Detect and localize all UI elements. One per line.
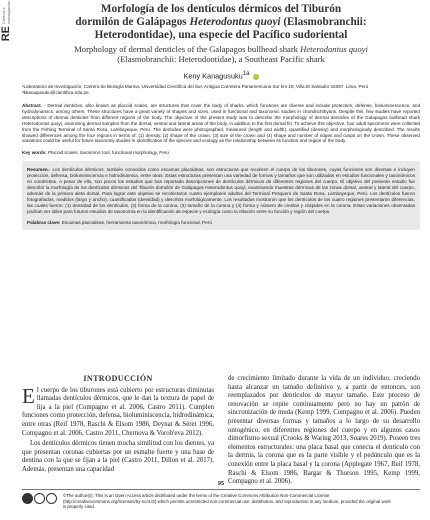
title-es-line-3: Heterodontidae), una especie del Pacífico sudoriental (94, 29, 348, 41)
body-columns (22, 375, 420, 487)
intro-paragraph-1 (22, 383, 214, 439)
intro-p1-text: l cuerpo de los tiburones está cubierto por estructuras diminutas llamadas dentículos dérmicos, que le dan la textura de papel de lija a la piel (Compagno et al. 2006, Castro 2011). Cumplen funciones como protección, defensa, bioluminiscencia, hidrodinámica, entre otras (Reif 1978, Raschi & Elsom 1986, Deynat & Séret 1996, Compagno et al. 2006, Castro 2011, Chernova & Vorob'eva 2012). (22, 386, 214, 437)
palabras-clave-label: Palabras clave: (27, 219, 61, 225)
drop-cap: E (22, 383, 35, 408)
palabras-clave-text: Escamas placoideas, herramienta taxonómica, morfología funcional, Perú (60, 219, 212, 225)
keywords-label: Key words: (22, 150, 47, 156)
by-icon (34, 493, 45, 504)
intro-heading: INTRODUCCIÓN (83, 374, 153, 383)
keywords-text: Placoid scales, taxonomic tool, functional morphology, Peru (46, 150, 169, 156)
affiliation (22, 84, 420, 96)
palabras-clave (27, 220, 415, 226)
license-footer (22, 493, 420, 510)
resumen-text: - Los dentículos dérmicos, también conocidos como escamas placoideas, son estructuras que recubren el cuerpo de los tiburones, cuyas funciones son diversas e incluyen protección, defensa, bioluminiscencia e hidrodinámica, entre otras. Estas estructuras presentan una variedad de formas y tamaños que son utilizadas en estudios funcionales y taxonómicos en condrictios. A pesar de ello, son pocos los estudios que han reportado descripciones de dentículos dérmicos de diferentes regiones del cuerpo. El objetivo del presente estudio fue describir la morfología de los dentículos dérmicos del Tiburón dormilón de Galápagos Heterodontus quoyi, examinando muestras dérmicas de las zonas dorsal, ventral y lateral del cuerpo, además de la primera aleta dorsal. Para lograr este objetivo se recolectaron cuatro ejemplares adultos del Terminal Pesquero de Santa Rosa, Lambayeque, Perú. Los dentículos fueron fotografiados, medidos (largo y ancho), cuantificados (densidad) y descritos morfológicamente. Los resultados mostraron que los dentículos de las cuatro regiones presentaron diferencias, las cuales fueron: (1) densidad de los dentículos, (2) forma de la corona, (3) tamaño de la corona y (4) forma y número de crestas y cúspides en la corona. Estas variaciones observadas podrían ser útiles para futuros estudios de taxonomía en la identificación de especie y ecología como la relación entre su función y región del cuerpo. (27, 167, 415, 214)
cc-icon (22, 493, 33, 504)
journal-small-text: Ciencia e Investigación (1, 0, 11, 24)
page-number: 95 (217, 481, 225, 487)
author-line (22, 70, 420, 80)
intro-paragraph-2: Los dentículos dérmicos tienen mucha similitud con los dientes, ya que presentan coronas cubiertas por un esmalte fuerte y una base de dentina con la que se fijan a la piel (Castro 2011, Dillon et al. 2017). Además, presentan una capacidad (22, 440, 214, 473)
author-email[interactable]: ᵃkkanagusuku@cientifica.edu.pe (22, 90, 89, 96)
title-english (22, 44, 420, 64)
nc-icon (46, 493, 57, 504)
affiliation-text: ¹Laboratorio de Investigación, Carrera de Biología Marina, Universidad Científica del Sur, Antigua Carretera Panamericana Sur km 19, Villa El Salvador 15067, Lima, Perú (22, 84, 369, 90)
title-en-species: Heterodontus quoyi (300, 44, 368, 54)
article-page (22, 0, 420, 510)
title-spanish (22, 3, 420, 42)
orcid-icon[interactable] (253, 74, 259, 80)
title-es-line-2c: (Elasmobranchii: (280, 16, 367, 28)
keywords (22, 150, 420, 156)
cc-license-icon (22, 493, 57, 510)
resumen-box (22, 161, 420, 230)
title-en-line-2: (Elasmobranchii: Heterodontidae), a Southeast Pacific shark (117, 54, 325, 64)
column-left (22, 375, 214, 487)
journal-sidebar-tag (0, 0, 12, 42)
resumen-label: Resumen. (27, 167, 49, 173)
intro-paragraph-3: de crecimiento limitado durante la vida de un individuo, creciendo hasta alcanzar un tamaño definitivo y, a partir de entonces, son reemplazados por dentículos de mayor tamaño. Este proceso de renovación se repite continuamente pero no hay un patrón de sincronización de muda (Kemp 1999, Compagno et al. 2006). Pueden presentar diversas formas y tamaños a lo largo de su desarrollo ontogénico, en diferentes regiones del cuerpo y en algunos casos dimorfismo sexual (Crooks & Waring 2013, Soares 2019). Poseen tres elementos estructurales: una placa basal que conecta el dentículo con la dermis, la corona que es la parte visible y el pedúnculo que es la conexión entre la placa basal y la corona (Applegate 1967, Reif 1978, Raschi & Elsom 1986, Bargar & Thorson 1995, Kemp 1999, Compagno et al. 2006). (228, 375, 420, 486)
abstract-label: Abstract. (22, 103, 42, 109)
title-es-line-1: Morfología de los dentículos dérmicos del Tiburón (100, 3, 342, 15)
abstract-text: - Dermal denticles, also known as placoid scales, are structures that cover the body of sharks, which functions are diverse and include protection, defense, bioluminescence, and hydrodynamics, among others. These structures have a great variety of shapes and sizes, used in functional and taxonomic studies in chondrichthyans. Despite this, few studies have reported descriptions of dermal denticles from different regions of the body. The objective of the present study was to describe the morphology of dermal denticles of the Galapagos bullhead shark Heterodontus quoyi, examining dermal samples from the dorsal, ventral and lateral areas of the body, in addition to the first dorsal fin. To achieve this objective, four adult specimens were collected from the Fishing Terminal of Santa Rosa, Lambayeque, Peru. The denticles were photographed, measured (length and width), quantified (density) and morphologically described. The results showed differences among the four regions in terms of: (1) density, (2) shape of the crown, (3) size of the crown and (4) shape and number of ridges and cusps on the crown. These observed variations could be useful for future taxonomy studies in identification of the species and ecology as the relationship between its function and region of the body. (22, 103, 420, 144)
abstract (22, 103, 420, 144)
license-text: ©The author(s). This is an Open Access article distributed under the terms of the Creative Commons Attribution Non-Commercial License (http://creativecommons.org/licenses/by-nc/4.0/) which permits unrestricted non-commercial use, distribution, and reproduction in any medium, provided the original work is properly cited. (63, 493, 391, 510)
title-es-species: Heterodontus quoyi (189, 16, 281, 28)
author-sup: 1a (242, 70, 250, 77)
resumen (27, 167, 415, 214)
author-name: Keny Kanagusuku (183, 71, 243, 81)
column-right (228, 375, 420, 487)
journal-initials: RE (0, 26, 12, 42)
title-es-line-2a: dormilón de Galápagos (75, 16, 190, 28)
footer-divider (22, 489, 420, 490)
title-en-line-1a: Morphology of dermal denticles of the Galapagos bullhead shark (74, 44, 301, 54)
